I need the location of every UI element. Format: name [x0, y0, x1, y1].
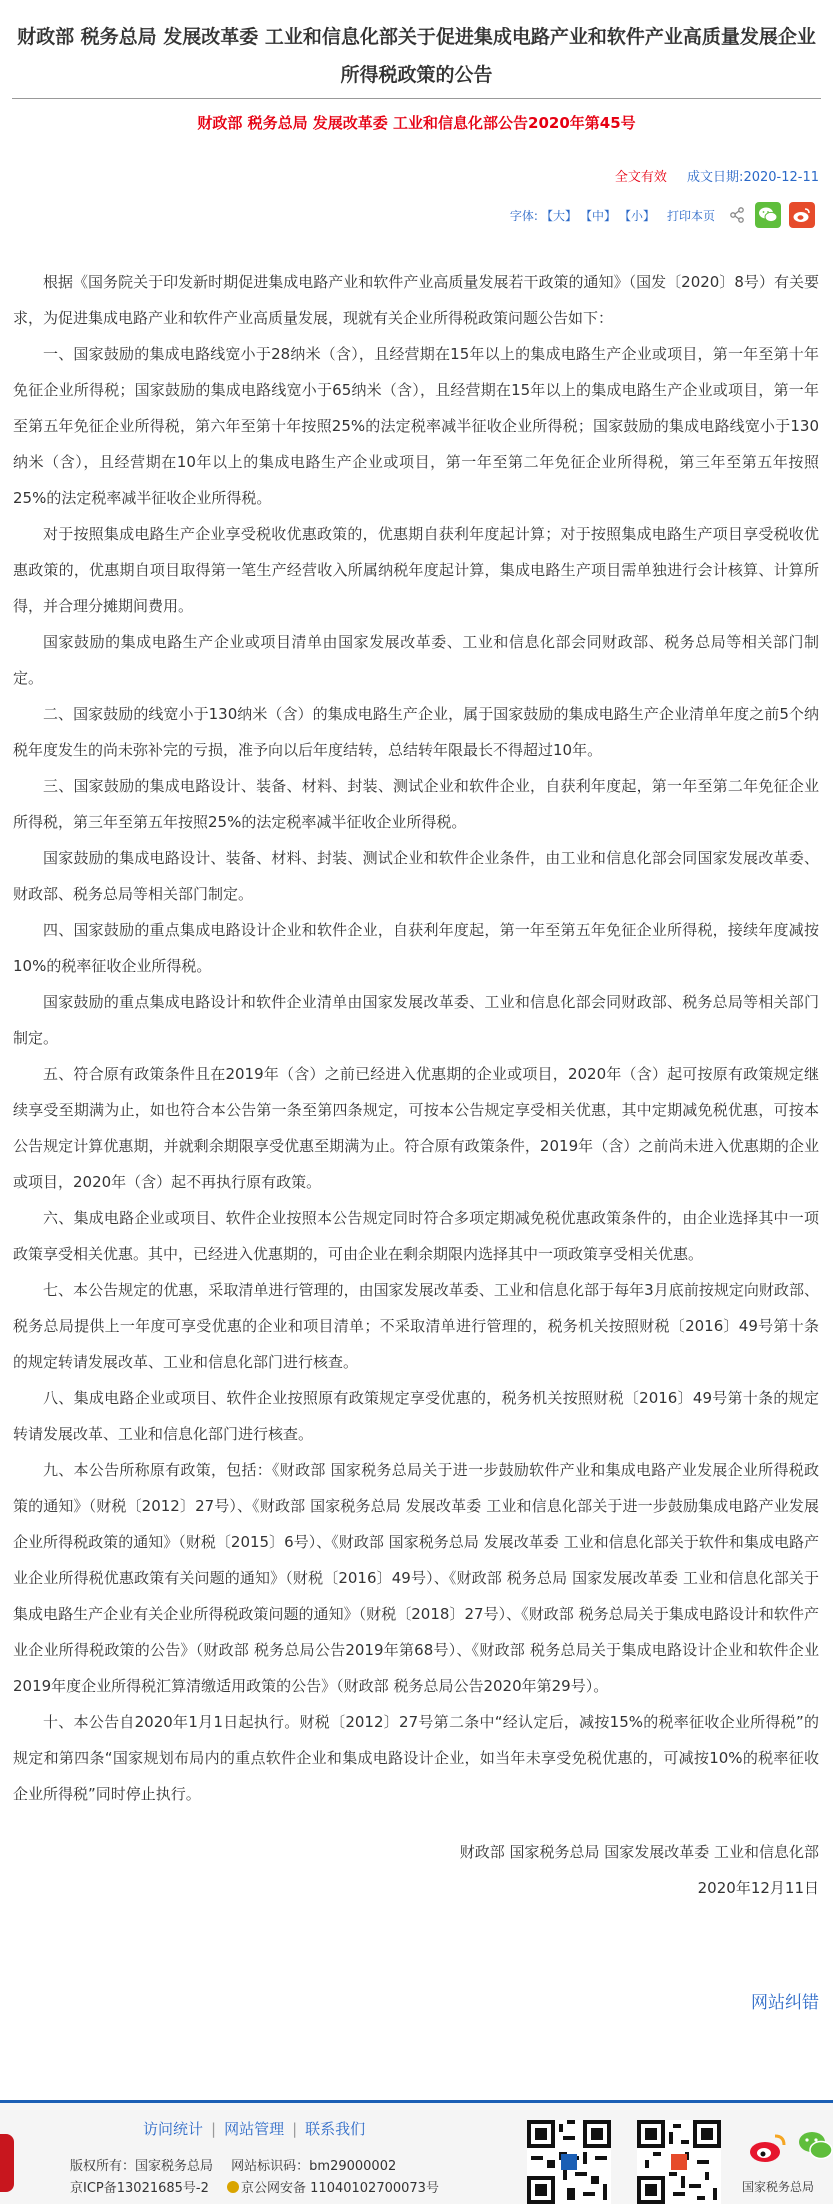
site-id-text: 网站标识码：bm29000002 [231, 2159, 397, 2174]
footer-link-admin[interactable]: 网站管理 [224, 2120, 285, 2138]
site-feedback-link[interactable]: 网站纠错 [751, 1993, 819, 2013]
article-paragraph: 十、本公告自2020年1月1日起执行。财税〔2012〕27号第二条中“经认定后，减按15%的税率征收企业所得税”的规定和第四条“国家规划布局内的重点软件企业和集成电路设计企业，如当年未享受免税优惠的，可减按10%的税率征收企业所得税”同时停止执行。 [13, 1713, 819, 1803]
weibo-icon[interactable] [748, 2130, 788, 2164]
issue-date: 2020年12月11日 [697, 1879, 819, 1897]
document-number: 财政部 税务总局 发展改革委 工业和信息化部公告2020年第45号 [197, 114, 636, 132]
article-paragraph: 八、集成电路企业或项目、软件企业按照原有政策规定享受优惠的，税务机关按照财税〔2016〕49号第十条的规定转请发展改革、工业和信息化部门进行核查。 [13, 1389, 819, 1443]
footer-info [70, 2156, 467, 2200]
page-title: 财政部 税务总局 发展改革委 工业和信息化部关于促进集成电路产业和软件产业高质量发展企业所得税政策的公告 [17, 26, 816, 86]
footer-links [143, 2118, 365, 2139]
date-label: 成文日期: [687, 170, 744, 185]
article-paragraph: 二、国家鼓励的线宽小于130纳米（含）的集成电路生产企业，属于国家鼓励的集成电路生产企业清单年度之前5个纳税年度发生的尚未弥补完的亏损，准予向以后年度结转，总结转年限最长不得超过10年。 [13, 705, 819, 759]
wechat-icon[interactable] [798, 2130, 833, 2162]
status-line [615, 168, 819, 188]
article-paragraph: 七、本公告规定的优惠，采取清单进行管理的，由国家发展改革委、工业和信息化部于每年3月底前按规定向财政部、税务总局提供上一年度可享受优惠的企业和项目清单；不采取清单进行管理的，税务机关按照财税〔2016〕49号第十条的规定转请发展改革、工业和信息化部门进行核查。 [13, 1281, 819, 1371]
copyright-text: 版权所有：国家税务总局 [70, 2159, 214, 2174]
icp-record-link[interactable]: 京ICP备13021685号-2 [70, 2181, 209, 2196]
font-small-button[interactable]: 【小】 [618, 208, 655, 223]
police-record-link[interactable] [227, 2181, 453, 2196]
print-button[interactable]: 打印本页 [666, 208, 715, 223]
article-paragraph: 国家鼓励的重点集成电路设计和软件企业清单由国家发展改革委、工业和信息化部会同财政部、税务总局等相关部门制定。 [13, 993, 819, 1047]
article-paragraph: 九、本公告所称原有政策，包括：《财政部 国家税务总局关于进一步鼓励软件产业和集成电路产业发展企业所得税政策的通知》（财税〔2012〕27号）、《财政部 国家税务总局 发展改革委 工业和信息化部关于进一步鼓励集成电路产业发展企业所得税政策的通知》（财税〔2015〕6号）、《财政部 国家税务总局 发展改革委 工业和信息化部关于软件和集成电路产业企业所得税优惠政策有关问题的通知》（财税〔2016〕49号）、《财政部 税务总局 国家发展改革委 工业和信息化部关于集成电路生产企业有关企业所得税政策问题的通知》（财税〔2018〕27号）、《财政部 税务总局关于集成电路设计和软件产业企业所得税政策的公告》（财政部 税务总局公告2019年第68号）、《财政部 税务总局关于集成电路设计企业和软件企业2019年度企业所得税汇算清缴适用政策的公告》（财政部 税务总局公告2020年第29号）。 [13, 1461, 819, 1695]
emblem-logo [0, 2134, 14, 2192]
article-paragraph: 一、国家鼓励的集成电路线宽小于28纳米（含），且经营期在15年以上的集成电路生产企业或项目，第一年至第十年免征企业所得税；国家鼓励的集成电路线宽小于65纳米（含），且经营期在15年以上的集成电路生产企业或项目，第一年至第五年免征企业所得税，第六年至第十年按照25%的法定税率减半征收企业所得税；国家鼓励的集成电路线宽小于130纳米（含），且经营期在10年以上的集成电路生产企业或项目，第一年至第二年免征企业所得税，第三年至第五年按照25%的法定税率减半征收企业所得税。 [13, 345, 819, 507]
article-paragraph: 三、国家鼓励的集成电路设计、装备、材料、封装、测试企业和软件企业，自获利年度起，第一年至第二年免征企业所得税，第三年至第五年按照25%的法定税率减半征收企业所得税。 [13, 777, 819, 831]
share-icon[interactable] [729, 207, 745, 223]
article-paragraph: 国家鼓励的集成电路设计、装备、材料、封装、测试企业和软件企业条件，由工业和信息化部会同国家发展改革委、财政部、税务总局等相关部门制定。 [13, 849, 819, 903]
qr-code-icon [526, 2120, 612, 2204]
article-paragraph: 根据《国务院关于印发新时期促进集成电路产业和软件产业高质量发展若干政策的通知》（国发〔2020〕8号）有关要求，为促进集成电路产业和软件产业高质量发展，现就有关企业所得税政策问题公告如下： [13, 273, 819, 327]
title-divider [12, 98, 821, 99]
police-badge-icon [227, 2181, 239, 2193]
footer-link-separator: | [211, 2120, 217, 2138]
article-body [13, 264, 819, 1812]
font-medium-button[interactable]: 【中】 [579, 208, 616, 223]
footer-link-contact[interactable]: 联系我们 [305, 2120, 366, 2138]
article-paragraph: 五、符合原有政策条件且在2019年（含）之前已经进入优惠期的企业或项目，2020年（含）起可按原有政策规定继续享受至期满为止，如也符合本公告第一条至第四条规定，可按本公告规定享受相关优惠，其中定期减免税优惠，可按本公告规定计算优惠期，并就剩余期限享受优惠至期满为止。符合原有政策条件，2019年（含）之前尚未进入优惠期的企业或项目，2020年（含）起不再执行原有政策。 [13, 1065, 819, 1191]
validity-status: 全文有效 [614, 170, 667, 185]
article-paragraph: 六、集成电路企业或项目、软件企业按照本公告规定同时符合多项定期减免税优惠政策条件的，由企业选择其中一项政策享受相关优惠。其中，已经进入优惠期的，可由企业在剩余期限内选择其中一项政策享受相关优惠。 [13, 1209, 819, 1263]
qr-code-icon [636, 2120, 722, 2204]
footer-top-bar [0, 2100, 833, 2103]
font-size-label: 字体: [509, 208, 538, 223]
page-toolbar [510, 202, 815, 228]
article-paragraph: 对于按照集成电路生产企业享受税收优惠政策的，优惠期自获利年度起计算；对于按照集成电路生产项目享受税收优惠政策的，优惠期自项目取得第一笔生产经营收入所属纳税年度起计算，集成电路生产项目需单独进行会计核算、计算所得，并合理分摊期间费用。 [13, 525, 819, 615]
footer-link-separator: | [292, 2120, 298, 2138]
police-record-text: 京公网安备 11040102700073号 [241, 2181, 439, 2196]
font-large-button[interactable]: 【大】 [540, 208, 577, 223]
issuers: 财政部 国家税务总局 国家发展改革委 工业和信息化部 [459, 1843, 819, 1861]
article-paragraph: 国家鼓励的集成电路生产企业或项目清单由国家发展改革委、工业和信息化部会同财政部、税务总局等相关部门制定。 [13, 633, 819, 687]
site-footer [0, 2100, 833, 2204]
weibo-label: 国家税务总局 [742, 2180, 815, 2194]
weibo-share-icon[interactable] [789, 202, 815, 228]
article-paragraph: 四、国家鼓励的重点集成电路设计企业和软件企业，自获利年度起，第一年至第五年免征企业所得税，接续年度减按10%的税率征收企业所得税。 [13, 921, 819, 975]
footer-link-stats[interactable]: 访问统计 [143, 2120, 204, 2138]
wechat-share-icon[interactable] [755, 202, 781, 228]
date-value: 2020-12-11 [743, 170, 819, 185]
